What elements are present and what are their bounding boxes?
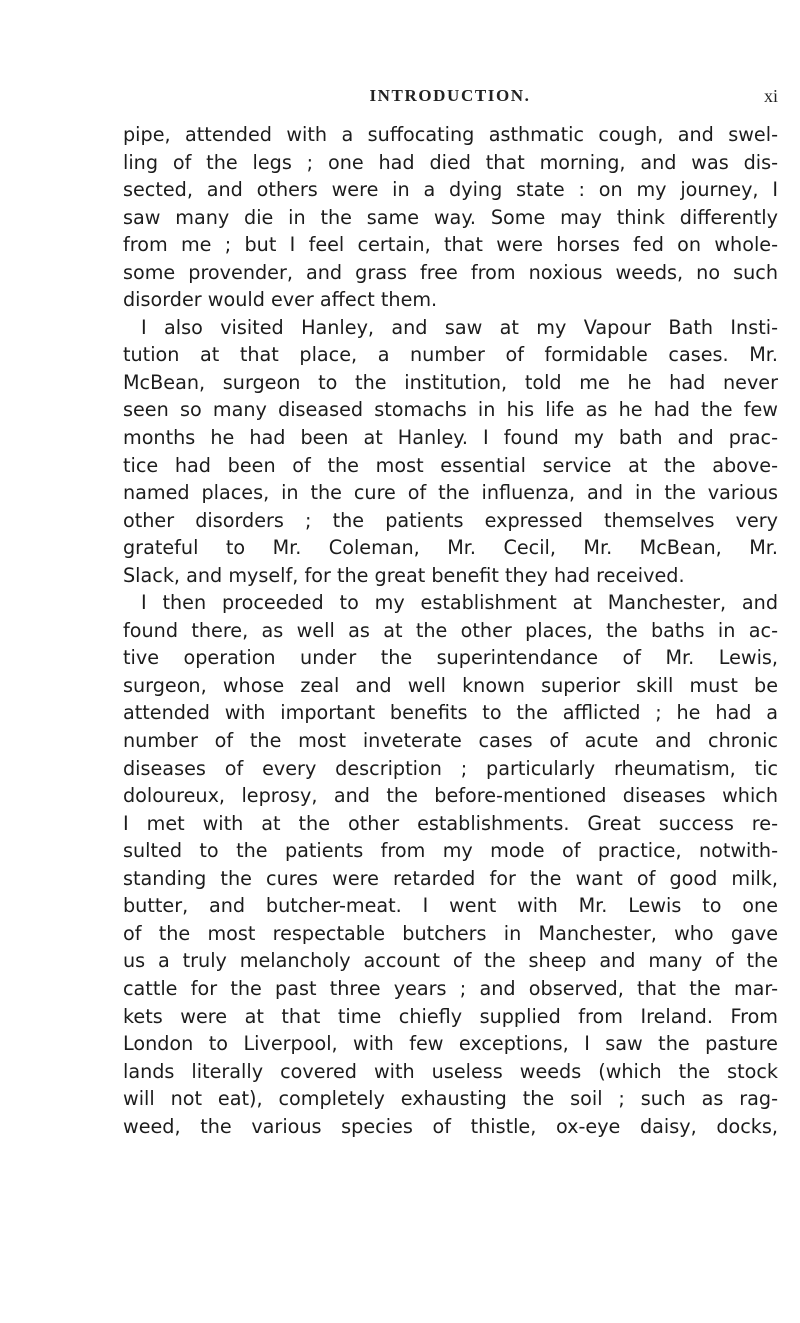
text-line: sected, and others were in a dying state : on my journey, I (123, 178, 778, 202)
text-line: surgeon, whose zeal and well known superior skill must be (123, 673, 778, 697)
text-line: doloureux, leprosy, and the before-mentioned diseases which (123, 784, 778, 808)
text-line: I met with at the other establishments. Great success re- (123, 811, 778, 835)
text-line: some provender, and grass free from noxious weeds, no such (123, 260, 778, 284)
text-line: grateful to Mr. Coleman, Mr. Cecil, Mr. McBean, Mr. (123, 536, 778, 560)
running-title: INTRODUCTION. (369, 86, 531, 105)
text-line: ling of the legs ; one had died that morning, and was dis- (123, 150, 778, 174)
text-line: weed, the various species of thistle, ox-eye daisy, docks, (123, 1114, 778, 1138)
text-line: I then proceeded to my establishment at Manchester, and (141, 591, 778, 615)
text-line: will not eat), completely exhausting the soil ; such as rag- (123, 1087, 778, 1111)
text-line: number of the most inveterate cases of acute and chronic (123, 729, 778, 753)
text-line: pipe, attended with a suffocating asthmatic cough, and swel- (123, 123, 778, 146)
text-line: cattle for the past three years ; and observed, that the mar- (123, 976, 778, 1000)
text-line: months he had been at Hanley. I found my bath and prac- (123, 426, 778, 450)
text-line: kets were at that time chiefly supplied from Ireland. From (123, 1004, 778, 1028)
text-line: named places, in the cure of the influenza, and in the various (123, 481, 778, 505)
text-line: tive operation under the superintendance of Mr. Lewis, (123, 646, 778, 670)
text-line: seen so many diseased stomachs in his life as he had the few (123, 398, 778, 422)
running-head (122, 86, 778, 110)
text-line: saw many die in the same way. Some may think differently (123, 205, 778, 229)
text-line: disorder would ever affect them. (123, 288, 438, 312)
text-line: sulted to the patients from my mode of practice, notwith- (123, 839, 778, 863)
text-line: diseases of every description ; particularly rheumatism, tic (123, 756, 778, 780)
text-line: from me ; but I feel certain, that were horses fed on whole- (123, 233, 778, 257)
text-line: lands literally covered with useless weeds (which the stock (123, 1059, 778, 1083)
text-line: butter, and butcher-meat. I went with Mr. Lewis to one (123, 894, 778, 918)
text-line: McBean, surgeon to the institution, told me he had never (123, 370, 778, 394)
text-line: I also visited Hanley, and saw at my Vapour Bath Insti- (141, 315, 778, 339)
text-line: attended with important benefits to the afflicted ; he had a (123, 701, 778, 725)
text-line: London to Liverpool, with few exceptions, I saw the pasture (123, 1032, 778, 1056)
text-line: of the most respectable butchers in Manchester, who gave (123, 921, 778, 945)
text-line: us a truly melancholy account of the sheep and many of the (123, 949, 778, 973)
text-line: tice had been of the most essential service at the above- (123, 453, 778, 477)
text-line: standing the cures were retarded for the want of good milk, (123, 866, 778, 890)
text-line: found there, as well as at the other places, the baths in ac- (123, 618, 778, 642)
text-line: other disorders ; the patients expressed themselves very (123, 508, 778, 532)
page-number: xi (763, 86, 778, 106)
text-line: Slack, and myself, for the great benefit they had received. (123, 563, 685, 587)
text-line: tution at that place, a number of formidable cases. Mr. (123, 343, 778, 367)
body-text (123, 121, 778, 1140)
